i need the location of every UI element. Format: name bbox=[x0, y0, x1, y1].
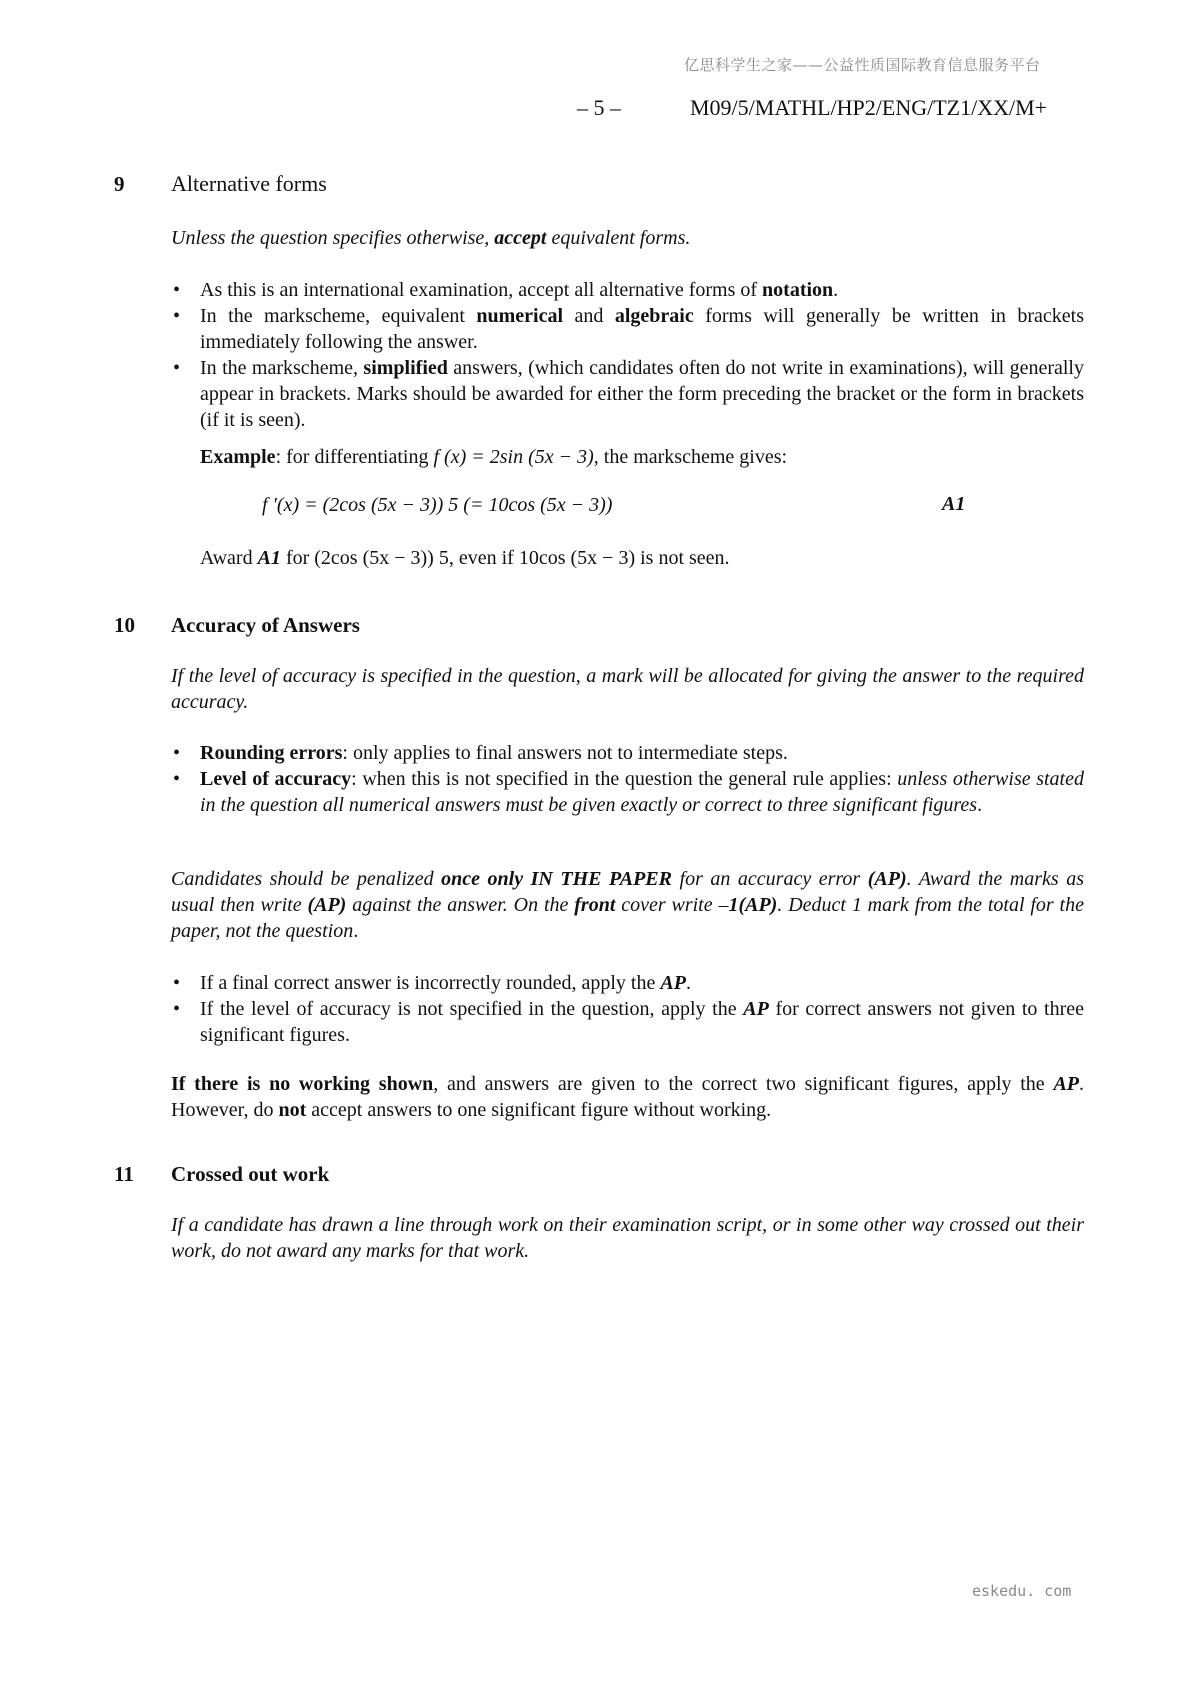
document-code: M09/5/MATHL/HP2/ENG/TZ1/XX/M+ bbox=[690, 95, 1048, 120]
list-item: • As this is an international examination, accept all alternative forms of notation. bbox=[173, 279, 839, 301]
list-item: • If a final correct answer is incorrectly rounded, apply the AP. bbox=[173, 972, 691, 994]
section-10-intro: If the level of accuracy is specified in the question, a mark will be allocated for giving the answer to the required accuracy. bbox=[171, 665, 1084, 713]
section-10-title: Accuracy of Answers bbox=[171, 613, 360, 637]
list-item: • Rounding errors: only applies to final answers not to intermediate steps. bbox=[173, 742, 788, 764]
section-9-number: 9 bbox=[114, 172, 125, 196]
section-11-title: Crossed out work bbox=[171, 1162, 330, 1186]
watermark-footer: eskedu. com bbox=[972, 1582, 1072, 1600]
list-item: • Level of accuracy: when this is not specified in the question the general rule applies: unless otherwise stated in the question all numerical answers must be given exactly or correct to three significant figures. bbox=[173, 768, 1084, 816]
example-function: f (x) = 2sin (5x − 3) bbox=[433, 446, 594, 468]
derivative-expression: f ′(x) = (2cos (5x − 3)) 5 (= 10cos (5x − 3)) bbox=[262, 494, 613, 516]
penalty-paragraph: Candidates should be penalized once only IN THE PAPER for an accuracy error (AP). Award the marks as usual then write (AP) against the answer. On the front cover write –1(AP). Deduct 1 mark from the total for the paper, not the question. bbox=[171, 868, 1084, 942]
page-number: – 5 – bbox=[577, 95, 621, 120]
watermark-header: 亿思科学生之家——公益性质国际教育信息服务平台 bbox=[684, 56, 1041, 74]
working-paragraph: If there is no working shown, and answers are given to the correct two significant figures, apply the AP. However, do not accept answers to one significant figure without working. bbox=[171, 1073, 1084, 1121]
section-11-text: If a candidate has drawn a line through work on their examination script, or in some other way crossed out their work, do not award any marks for that work. bbox=[171, 1214, 1084, 1262]
section-9-bullets bbox=[171, 277, 1084, 433]
section-9-intro: Unless the question specifies otherwise, accept equivalent forms. bbox=[171, 227, 691, 249]
example-line: Example: for differentiating f (x) = 2sin (5x − 3), the markscheme gives: bbox=[200, 446, 788, 468]
award-line: Award A1 for (2cos (5x − 3)) 5, even if 10cos (5x − 3) is not seen. bbox=[200, 547, 730, 569]
list-item: • In the markscheme, equivalent numerical and algebraic forms will generally be written in brackets immediately following the answer. bbox=[173, 305, 1084, 353]
list-item: • If the level of accuracy is not specified in the question, apply the AP for correct answers not given to three significant figures. bbox=[173, 998, 1084, 1046]
section-10-number: 10 bbox=[114, 613, 135, 637]
section-9-title: Alternative forms bbox=[171, 171, 327, 196]
mark-a1: A1 bbox=[942, 493, 966, 515]
list-item: • In the markscheme, simplified answers, (which candidates often do not write in examinations), will generally appear in brackets. Marks should be awarded for either the form preceding the bracket or the form in brackets (if it is seen). bbox=[173, 357, 1084, 431]
section-11-number: 11 bbox=[114, 1162, 134, 1186]
section-10-bullets-2 bbox=[171, 970, 1084, 1048]
section-10-bullets-1 bbox=[171, 740, 1084, 818]
